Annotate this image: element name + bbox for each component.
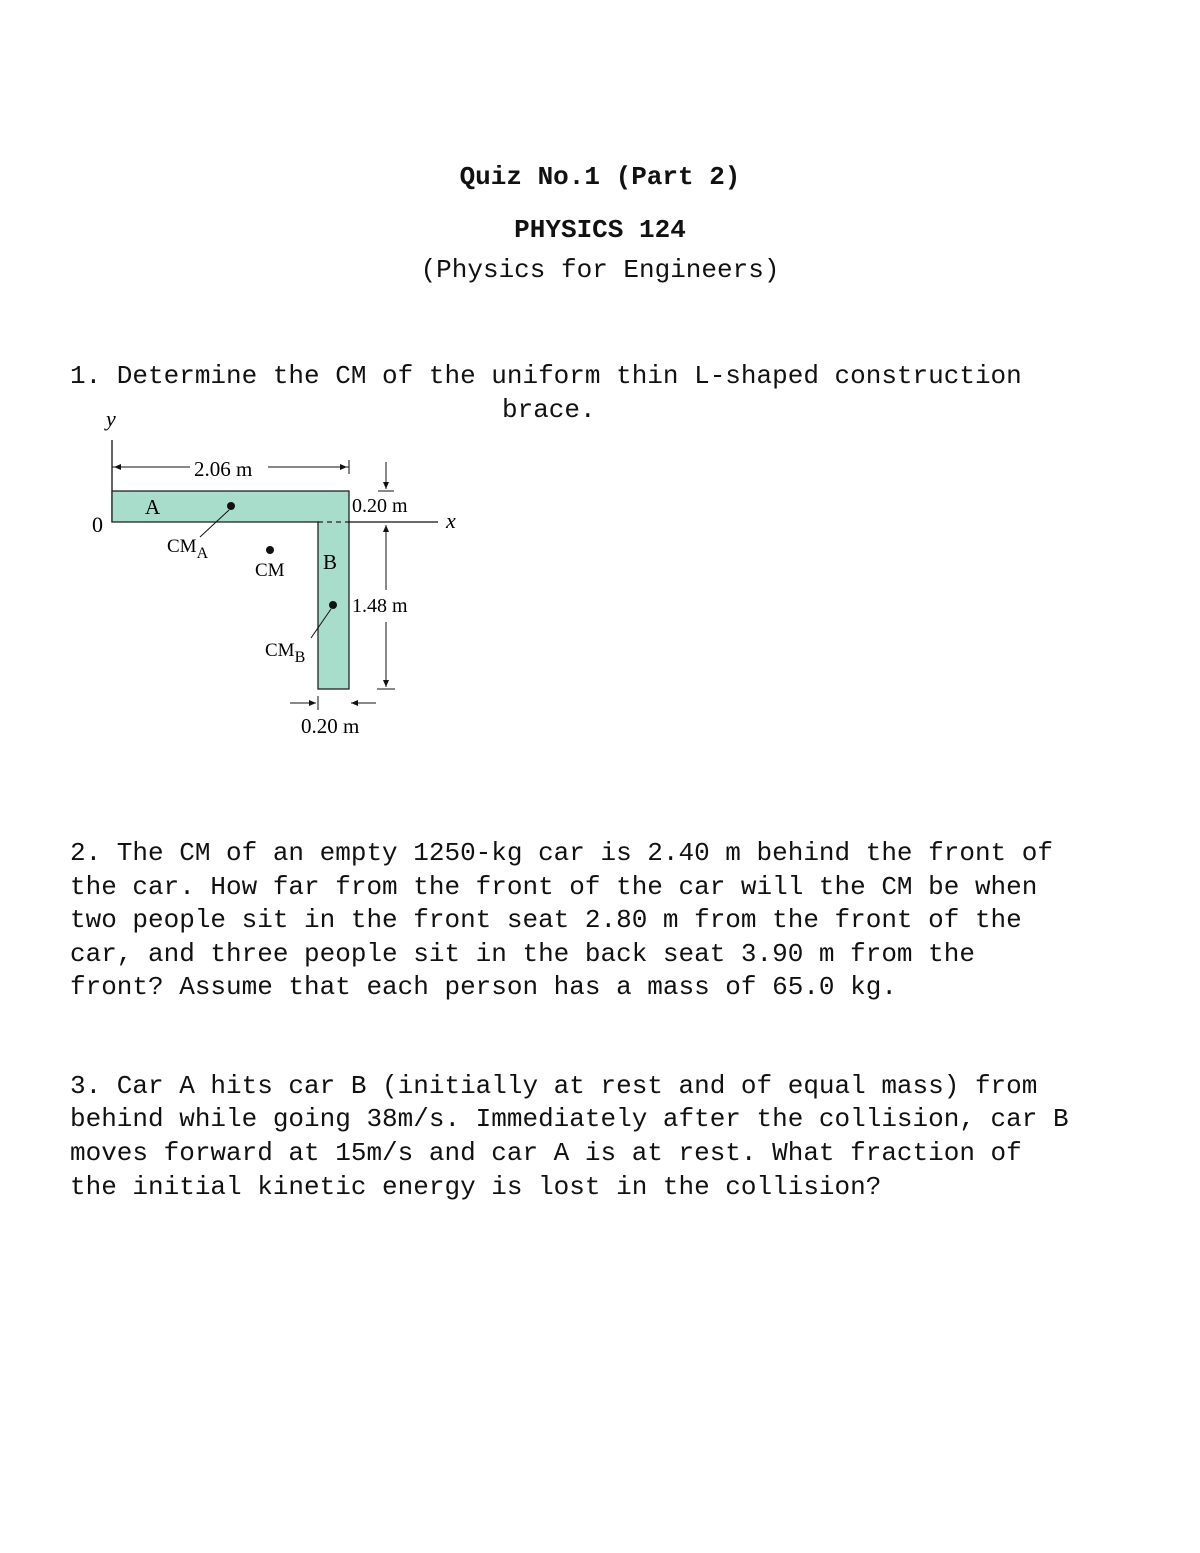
quiz-title: Quiz No.1 (Part 2) — [459, 162, 741, 192]
question-2-line-5: front? Assume that each person has a mass of 65.0 kg. — [70, 972, 897, 1002]
question-1-line-2: brace. — [502, 395, 596, 425]
dim-length-a-label: 2.06 m — [194, 457, 253, 481]
cm-a-label: $CM_A$ — [167, 536, 209, 562]
question-1-line-1: 1. Determine the CM of the uniform thin L-shaped construction — [70, 361, 1022, 391]
course-code: PHYSICS 124 — [514, 215, 686, 245]
part-b-label: B — [323, 550, 338, 574]
part-a-label: A — [145, 495, 161, 519]
l-brace-figure — [80, 400, 480, 740]
cm-label: CM — [255, 560, 285, 581]
course-name: (Physics for Engineers) — [420, 255, 780, 285]
question-2-line-4: car, and three people sit in the back seat 3.90 m from the — [70, 939, 975, 969]
dim-width-b-label: 0.20 m — [301, 714, 360, 738]
cm-a-dot — [227, 502, 235, 510]
y-axis-label: y — [106, 406, 116, 431]
question-3-line-4: the initial kinetic energy is lost in the collision? — [70, 1172, 882, 1202]
origin-label: 0 — [92, 512, 103, 537]
question-2-line-2: the car. How far from the front of the car will the CM be when — [70, 872, 1038, 902]
x-axis-label: x — [446, 508, 456, 533]
question-3-line-2: behind while going 38m/s. Immediately after the collision, car B — [70, 1104, 1069, 1134]
question-3-line-3: moves forward at 15m/s and car A is at rest. What fraction of — [70, 1138, 1022, 1168]
dim-thickness-a-label: 0.20 m — [352, 495, 408, 517]
question-3-line-1: 3. Car A hits car B (initially at rest and of equal mass) from — [70, 1071, 1038, 1101]
dim-length-b-label: 1.48 m — [352, 595, 408, 617]
question-2-line-1: 2. The CM of an empty 1250-kg car is 2.40 m behind the front of — [70, 838, 1053, 868]
brace-joint — [319, 519, 348, 525]
cm-b-dot — [329, 601, 337, 609]
cm-dot — [266, 546, 274, 554]
question-2-line-3: two people sit in the front seat 2.80 m from the front of the — [70, 905, 1022, 935]
cm-b-label: $CM_B$ — [265, 640, 306, 666]
